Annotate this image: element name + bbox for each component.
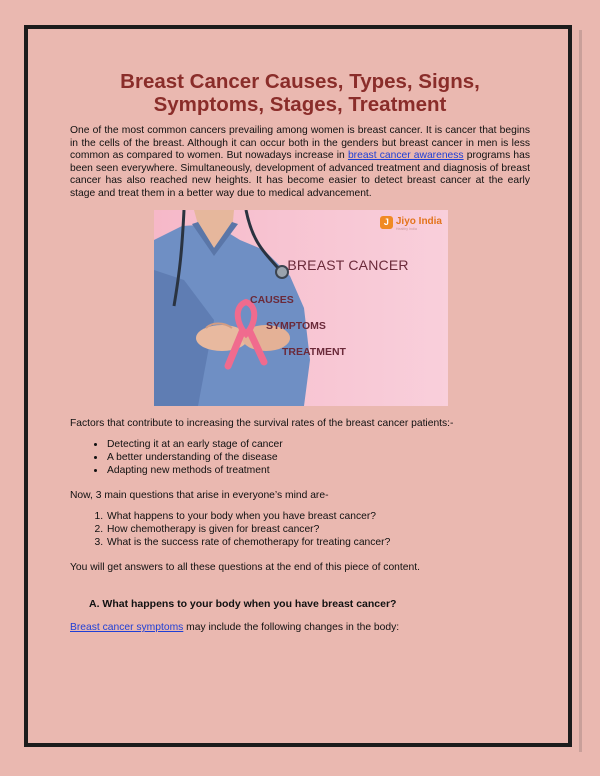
brand-name-text: Jiyo India: [395, 215, 442, 227]
list-item: • Adapting new methods of treatment: [106, 465, 530, 478]
brand-tagline: Healthy India: [395, 226, 417, 231]
hero-image: [154, 210, 448, 406]
breast-cancer-awareness-link[interactable]: breast cancer awareness: [347, 150, 464, 162]
intro-paragraph: [70, 125, 530, 201]
breast-cancer-symptoms-link[interactable]: Breast cancer symptoms: [70, 622, 184, 634]
list-item: • Detecting it at an early stage of cancer: [106, 439, 530, 452]
questions-intro: Now, 3 main questions that arise in everyone’s mind are-: [70, 489, 329, 501]
factors-list: [70, 439, 530, 477]
symptoms-text: may include the following changes in the body:: [183, 622, 400, 634]
factors-intro: Factors that contribute to increasing the survival rates of the breast cancer patients:-: [70, 417, 454, 429]
list-item: • A better understanding of the disease: [106, 452, 530, 465]
hero-line-causes: CAUSES: [250, 293, 294, 306]
symptoms-paragraph: [70, 622, 530, 635]
questions-list: [70, 511, 530, 549]
brand-logo: [380, 216, 442, 232]
answers-note: You will get answers to all these questions at the end of this piece of content.: [70, 561, 420, 573]
hero-line-symptoms: SYMPTOMS: [266, 319, 326, 332]
page-shadow: [579, 30, 582, 752]
list-item: 1. What happens to your body when you have breast cancer?: [106, 511, 530, 524]
nurse-illustration: [154, 210, 448, 406]
section-a-heading: A. What happens to your body when you have breast cancer?: [89, 598, 397, 611]
list-item: 3. What is the success rate of chemotherapy for treating cancer?: [106, 537, 530, 550]
brand-name: [396, 216, 442, 232]
hero-headline: BREAST CANCER: [287, 256, 409, 273]
document-content: [70, 70, 530, 635]
list-item: 2. How chemotherapy is given for breast cancer?: [106, 524, 530, 537]
jiyo-india-logo-icon: J: [380, 216, 393, 229]
hero-line-treatment: TREATMENT: [282, 345, 346, 358]
intro-text-start: One of the most common cancers prevailing among women is breast cancer. It is cancer that begins in the cells of the breast. Although it can occur both in the genders but breast cancer in men is less common as compared to women. But nowadays increase in: [70, 125, 530, 162]
intro-text-end: programs has been seen everywhere. Simultaneously, development of advanced treatment and diagnosis of breast cancer has also reached new heights. It has become easier to detect breast cancer at the early stage and treat them in a better way due to medical advancement.: [70, 150, 530, 199]
page-title: Breast Cancer Causes, Types, Signs, Symptoms, Stages, Treatment: [120, 70, 480, 116]
